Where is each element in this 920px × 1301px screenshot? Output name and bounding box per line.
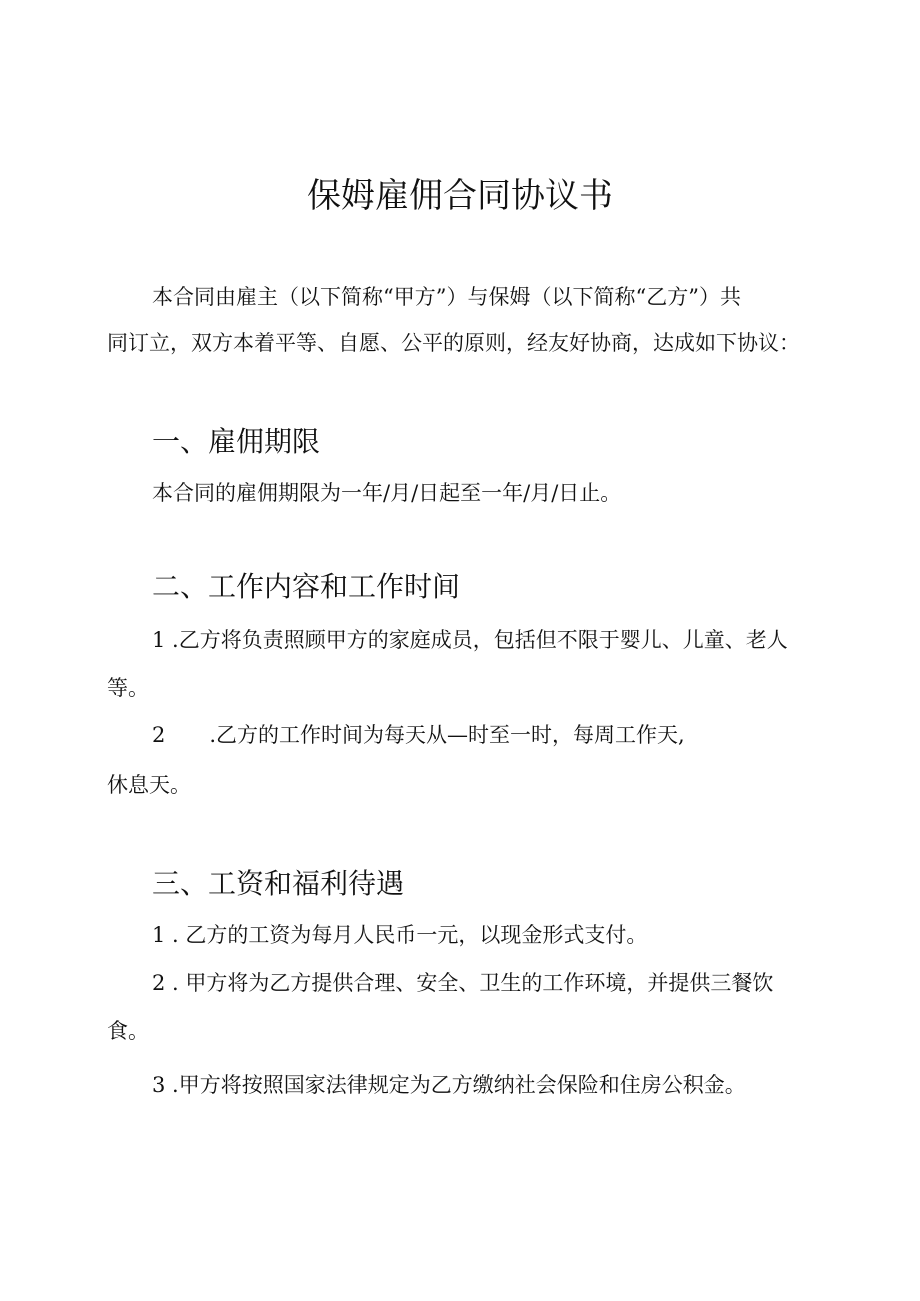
section-3-item-2-line-2: 食。: [107, 1019, 149, 1043]
section-2-item-2-text: .乙方的工作时间为每天从—时至一时，每周工作天,: [209, 723, 685, 747]
section-2-item-2-line-2: 休息天。: [107, 773, 191, 797]
intro-line-2: 同订立，双方本着平等、自愿、公平的原则，经友好协商，达成如下协议：: [107, 331, 800, 355]
section-2-item-2-number: 2: [152, 723, 166, 747]
section-1-heading: 一、雇佣期限: [152, 425, 321, 458]
document-title: 保姆雇佣合同协议书: [307, 176, 613, 216]
section-2-item-2-line-1: [152, 720, 685, 750]
section-1-paragraph: 本合同的雇佣期限为一年/月/日起至一年/月/日止。: [152, 481, 622, 505]
section-3-heading: 三、工资和福利待遇: [152, 867, 405, 900]
section-3-item-1: 1 . 乙方的工资为每月人民币一元，以现金形式支付。: [152, 923, 648, 947]
intro-line-1: 本合同由雇主（以下简称“甲方”）与保姆（以下简称“乙方”）共: [152, 285, 741, 309]
section-3-item-3: 3 .甲方将按照国家法律规定为乙方缴纳社会保险和住房公积金。: [152, 1073, 746, 1097]
section-3-item-2-line-1: 2 . 甲方将为乙方提供合理、安全、卫生的工作环境，并提供三餐饮: [152, 971, 774, 995]
section-2-heading: 二、工作内容和工作时间: [152, 570, 461, 603]
section-2-item-1-line-2: 等。: [107, 676, 149, 700]
section-2-item-1-line-1: 1 .乙方将负责照顾甲方的家庭成员，包括但不限于婴儿、儿童、老人: [152, 628, 788, 652]
